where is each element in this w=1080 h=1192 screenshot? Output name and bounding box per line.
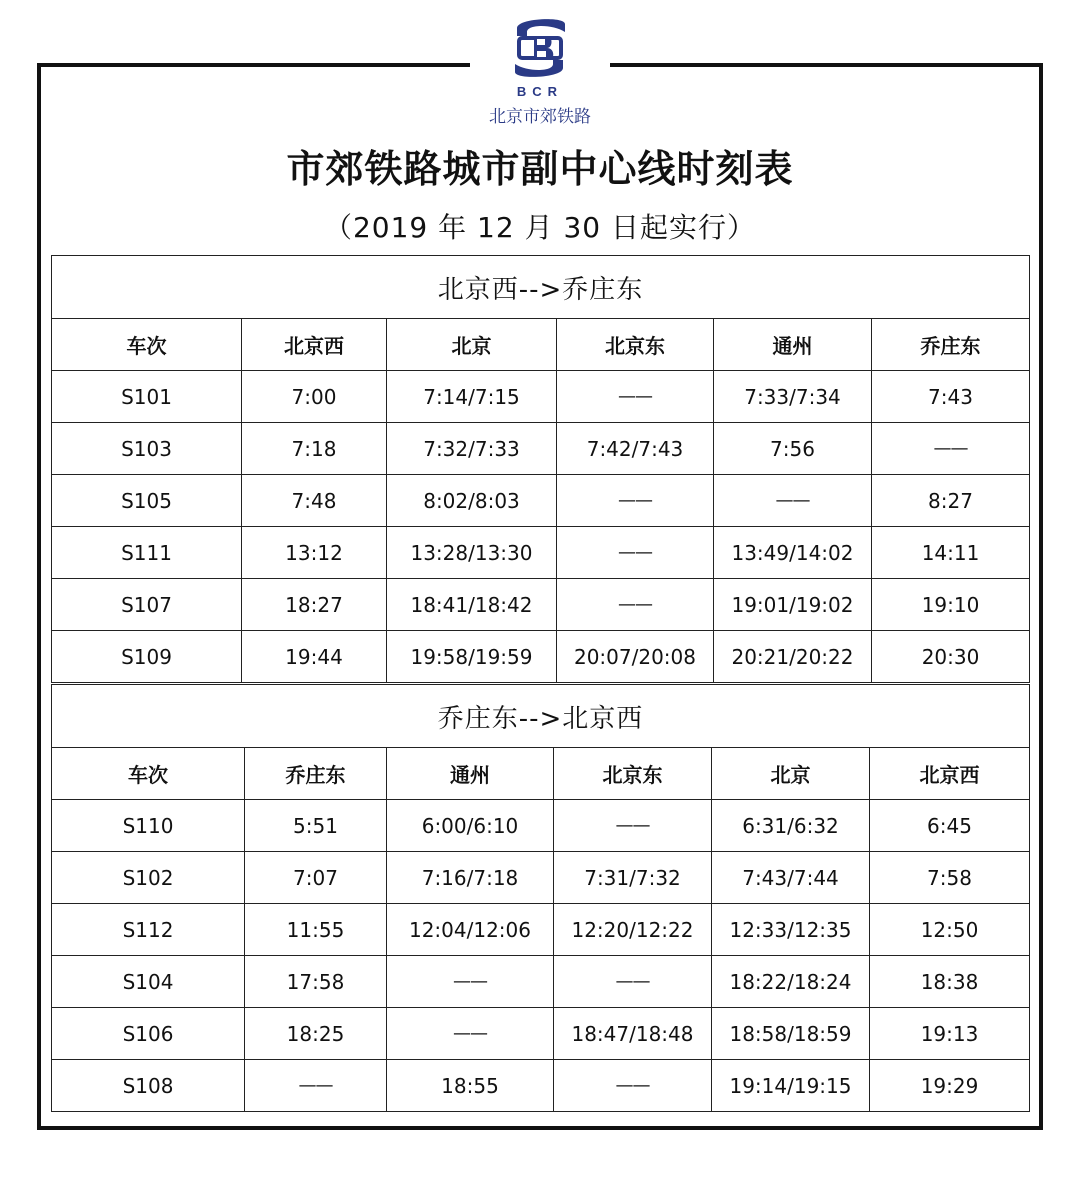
stop-time: 8:27 (872, 475, 1030, 527)
stop-time: —— (554, 800, 712, 852)
stop-time: 19:13 (870, 1008, 1030, 1060)
stop-time: 18:22/18:24 (712, 956, 870, 1008)
stop-time: 7:48 (242, 475, 387, 527)
stop-time: 7:33/7:34 (714, 371, 872, 423)
column-header: 车次 (52, 748, 245, 800)
stop-time: 7:42/7:43 (557, 423, 714, 475)
train-row (52, 852, 1030, 904)
stop-time: 7:56 (714, 423, 872, 475)
stop-time: 7:58 (870, 852, 1030, 904)
stop-time: 7:18 (242, 423, 387, 475)
column-header: 通州 (387, 748, 554, 800)
train-number: S105 (52, 475, 242, 527)
stop-time: 6:31/6:32 (712, 800, 870, 852)
column-header: 车次 (52, 319, 242, 371)
train-number: S111 (52, 527, 242, 579)
column-header: 北京东 (557, 319, 714, 371)
stop-time: 12:20/12:22 (554, 904, 712, 956)
stop-time: 18:47/18:48 (554, 1008, 712, 1060)
direction-label: 北京西-->乔庄东 (52, 256, 1030, 319)
column-header: 北京东 (554, 748, 712, 800)
train-number: S110 (52, 800, 245, 852)
stop-time: 18:55 (387, 1060, 554, 1112)
stop-time: 19:44 (242, 631, 387, 683)
train-number: S107 (52, 579, 242, 631)
train-row (52, 904, 1030, 956)
train-row (52, 631, 1030, 683)
stop-time: 14:11 (872, 527, 1030, 579)
header-row (52, 748, 1030, 800)
stop-time: 18:27 (242, 579, 387, 631)
stop-time: —— (557, 371, 714, 423)
stop-time: 18:38 (870, 956, 1030, 1008)
direction-label: 乔庄东-->北京西 (52, 685, 1030, 748)
stop-time: 19:29 (870, 1060, 1030, 1112)
stop-time: 18:58/18:59 (712, 1008, 870, 1060)
timetable-inbound (51, 684, 1030, 1112)
page-title: 市郊铁路城市副中心线时刻表 (286, 147, 794, 191)
stop-time: 13:28/13:30 (387, 527, 557, 579)
stop-time: 11:55 (245, 904, 387, 956)
bcr-logo-icon (505, 14, 575, 82)
stop-time: —— (557, 579, 714, 631)
column-header: 北京西 (870, 748, 1030, 800)
stop-time: 20:21/20:22 (714, 631, 872, 683)
stop-time: 12:50 (870, 904, 1030, 956)
stop-time: 20:07/20:08 (557, 631, 714, 683)
train-number: S103 (52, 423, 242, 475)
timetable-body (52, 256, 1030, 683)
stop-time: —— (557, 527, 714, 579)
stop-time: 19:10 (872, 579, 1030, 631)
train-number: S108 (52, 1060, 245, 1112)
column-header: 北京西 (242, 319, 387, 371)
train-row (52, 423, 1030, 475)
stop-time: —— (714, 475, 872, 527)
stop-time: 19:58/19:59 (387, 631, 557, 683)
column-header: 乔庄东 (245, 748, 387, 800)
stop-time: 12:04/12:06 (387, 904, 554, 956)
stop-time: —— (245, 1060, 387, 1112)
stop-time: 7:07 (245, 852, 387, 904)
column-header: 北京 (712, 748, 870, 800)
stop-time: 18:25 (245, 1008, 387, 1060)
train-row (52, 475, 1030, 527)
stop-time: 6:00/6:10 (387, 800, 554, 852)
train-number: S106 (52, 1008, 245, 1060)
stop-time: —— (387, 1008, 554, 1060)
train-row (52, 1060, 1030, 1112)
stop-time: —— (872, 423, 1030, 475)
stop-time: 8:02/8:03 (387, 475, 557, 527)
train-number: S102 (52, 852, 245, 904)
stop-time: 7:32/7:33 (387, 423, 557, 475)
stop-time: 7:14/7:15 (387, 371, 557, 423)
stop-time: 19:01/19:02 (714, 579, 872, 631)
effective-date: （2019 年 12 月 30 日起实行） (323, 211, 757, 244)
column-header: 乔庄东 (872, 319, 1030, 371)
stop-time: —— (554, 956, 712, 1008)
timetable-outbound (51, 255, 1030, 683)
direction-row (52, 685, 1030, 748)
train-row (52, 800, 1030, 852)
stop-time: 17:58 (245, 956, 387, 1008)
stop-time: —— (554, 1060, 712, 1112)
timetable-body (52, 685, 1030, 1112)
stop-time: 13:49/14:02 (714, 527, 872, 579)
train-number: S112 (52, 904, 245, 956)
stop-time: 7:00 (242, 371, 387, 423)
column-header: 通州 (714, 319, 872, 371)
stop-time: —— (387, 956, 554, 1008)
stop-time: 5:51 (245, 800, 387, 852)
stop-time: 7:31/7:32 (554, 852, 712, 904)
direction-row (52, 256, 1030, 319)
train-number: S109 (52, 631, 242, 683)
train-row (52, 956, 1030, 1008)
header-row (52, 319, 1030, 371)
stop-time: 7:43/7:44 (712, 852, 870, 904)
train-row (52, 579, 1030, 631)
stop-time: 12:33/12:35 (712, 904, 870, 956)
train-row (52, 1008, 1030, 1060)
stop-time: 18:41/18:42 (387, 579, 557, 631)
column-header: 北京 (387, 319, 557, 371)
logo-org-name: 北京市郊铁路 (489, 107, 591, 127)
train-row (52, 527, 1030, 579)
stop-time: 19:14/19:15 (712, 1060, 870, 1112)
stop-time: 20:30 (872, 631, 1030, 683)
logo-abbr: BCR (516, 84, 564, 99)
stop-time: 6:45 (870, 800, 1030, 852)
stop-time: 7:43 (872, 371, 1030, 423)
train-number: S101 (52, 371, 242, 423)
stop-time: 7:16/7:18 (387, 852, 554, 904)
stop-time: 13:12 (242, 527, 387, 579)
stop-time: —— (557, 475, 714, 527)
train-number: S104 (52, 956, 245, 1008)
bcr-logo (470, 14, 610, 130)
train-row (52, 371, 1030, 423)
